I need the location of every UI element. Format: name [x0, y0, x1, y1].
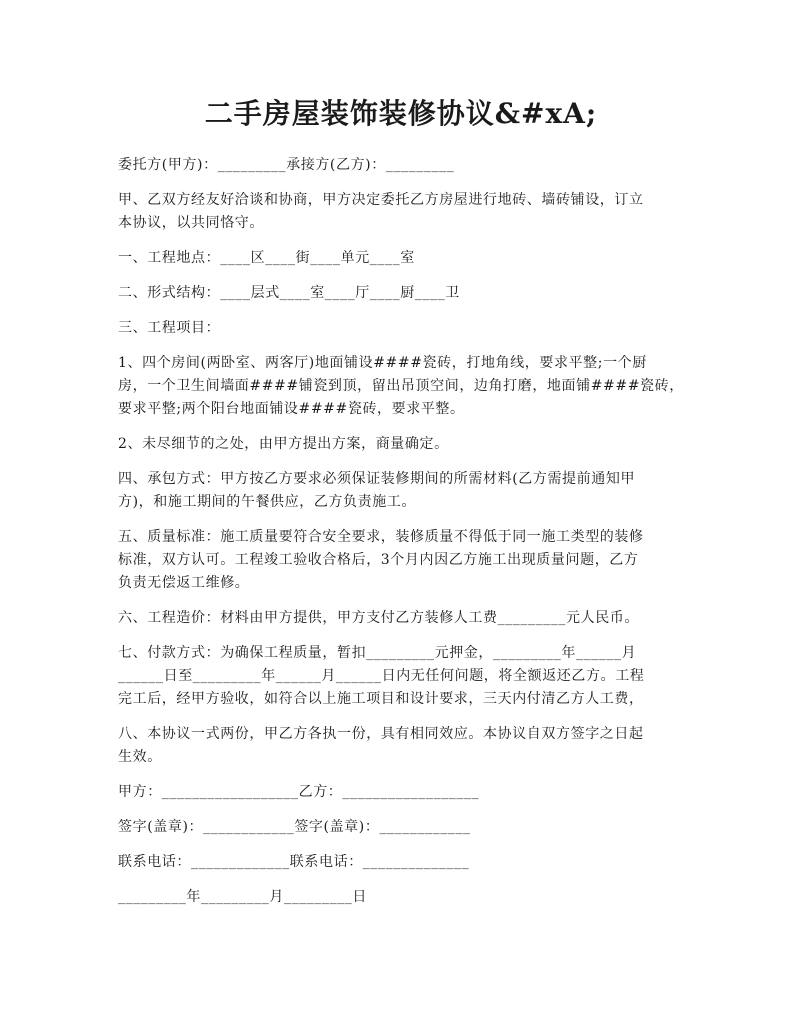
text-line: 完工后，经甲方验收，如符合以上施工项目和设计要求，三天内付清乙方人工费，: [118, 691, 644, 707]
paragraph-7: [118, 433, 688, 456]
text-line: 1、四个房间(两卧室、两客厅)地面铺设####瓷砖，打地角线，要求平整;一个厨: [118, 355, 647, 371]
text-line: 签字(盖章)：____________签字(盖章)：____________: [118, 819, 471, 835]
paragraph-8: [118, 468, 688, 514]
text-line: 负责无偿返工维修。: [118, 575, 250, 591]
text-line: 二、形式结构：____层式____室____厅____厨____卫: [118, 285, 460, 301]
text-line: 一、工程地点：____区____街____单元____室: [118, 250, 415, 266]
paragraph-12: [118, 723, 688, 769]
text-line: 三、工程项目：: [118, 320, 221, 336]
text-line: _________年_________月_________日: [118, 889, 367, 905]
paragraph-11: [118, 642, 688, 711]
document-body: [118, 154, 688, 909]
paragraph-9: [118, 526, 688, 595]
text-line: 甲、乙双方经友好洽谈和协商，甲方决定委托乙方房屋进行地砖、墙砖铺设，订立: [118, 192, 644, 208]
text-line: 委托方(甲方)：_________承接方(乙方)：_________: [118, 157, 455, 173]
paragraph-1: [118, 154, 688, 177]
paragraph-6: [118, 352, 688, 421]
text-line: 房，一个卫生间墙面####铺瓷到顶，留出吊顶空间，边角打磨，地面铺####瓷砖，: [118, 378, 684, 394]
text-line: 八、本协议一式两份，甲乙方各执一份，具有相同效应。本协议自双方签字之日起: [118, 726, 644, 742]
paragraph-16: [118, 886, 688, 909]
paragraph-4: [118, 282, 688, 305]
paragraph-15: [118, 851, 688, 874]
paragraph-14: [118, 816, 688, 839]
text-line: 五、质量标准：施工质量要符合安全要求，装修质量不得低于同一施工类型的装修: [118, 529, 644, 545]
paragraph-10: [118, 607, 688, 630]
text-line: 方)，和施工期间的午餐供应，乙方负责施工。: [118, 494, 417, 510]
paragraph-2: [118, 189, 688, 235]
text-line: 联系电话：_____________联系电话：______________: [118, 854, 470, 870]
text-line: 本协议，以共同恪守。: [118, 215, 264, 231]
paragraph-3: [118, 247, 688, 270]
text-line: 四、承包方式：甲方按乙方要求必须保证装修期间的所需材料(乙方需提前通知甲: [118, 471, 636, 487]
document-title: 二手房屋装饰装修协议&#xA;: [204, 97, 598, 130]
paragraph-5: [118, 317, 688, 340]
text-line: 六、工程造价：材料由甲方提供，甲方支付乙方装修人工费_________元人民币。: [118, 610, 639, 626]
text-line: 标准，双方认可。工程竣工验收合格后，3个月内因乙方施工出现质量问题，乙方: [118, 552, 639, 568]
document-page: [118, 92, 688, 921]
text-line: 生效。: [118, 749, 162, 765]
text-line: 七、付款方式：为确保工程质量，暂扣_________元押金，_________年______月: [118, 645, 637, 661]
text-line: 2、未尽细节的之处，由甲方提出方案，商量确定。: [118, 436, 449, 452]
text-line: ______日至_________年______月______日内无任何问题，将全额返还乙方。工程: [118, 668, 645, 684]
text-line: 要求平整;两个阳台地面铺设####瓷砖，要求平整。: [118, 401, 465, 417]
paragraph-13: [118, 781, 688, 804]
text-line: 甲方：__________________乙方：__________________: [118, 784, 480, 800]
